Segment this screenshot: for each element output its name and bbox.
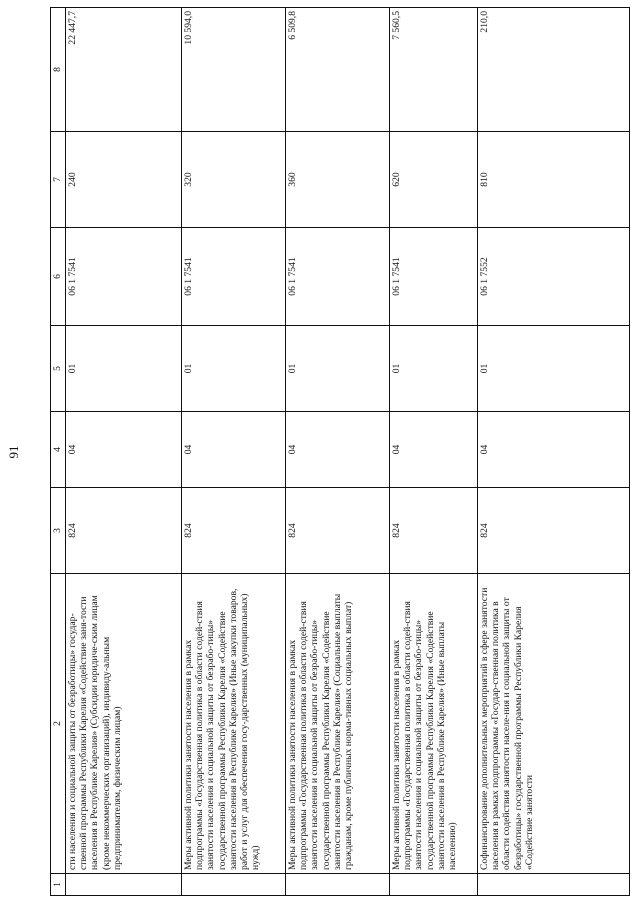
- target-article-cell: 06 1 7541: [286, 228, 390, 326]
- row-index-cell: [390, 874, 478, 896]
- section-code-cell: 04: [286, 412, 390, 488]
- column-header: 6: [51, 228, 66, 326]
- target-article-cell: 06 1 7541: [66, 228, 182, 326]
- row-index-cell: [286, 874, 390, 896]
- amount-cell: 6 509,8: [286, 8, 390, 132]
- ministry-code-cell: 824: [182, 488, 286, 574]
- subsection-code-cell: 01: [390, 326, 478, 412]
- section-code-cell: 04: [390, 412, 478, 488]
- subsection-code-cell: 01: [182, 326, 286, 412]
- description-cell: Меры активной политики занятости населения в рамках подпрограммы «Государственная политика в области содей-ствия занятости населения и социальной защиты от безрабо-тицы» государственной программы Республики Карелия «Содействие занятости населения в Республике Карелия» (Иные закупки товаров, работ и услуг для обеспечения госу-дарственных (муниципальных) нужд): [182, 574, 286, 874]
- table-row: [478, 8, 630, 896]
- section-code-cell: 04: [182, 412, 286, 488]
- column-number-row: [51, 8, 66, 896]
- target-article-cell: 06 1 7541: [182, 228, 286, 326]
- subsection-code-cell: 01: [478, 326, 630, 412]
- row-index-cell: [66, 874, 182, 896]
- table-row: [66, 8, 182, 896]
- page-number: 91: [6, 445, 21, 459]
- table-row: [182, 8, 286, 896]
- amount-cell: 7 560,5: [390, 8, 478, 132]
- description-cell: Меры активной политики занятости населения в рамках подпрограммы «Государственная политика в области содей-ствия занятости населения и социальной защиты от безрабо-тицы» государственной программы Республики Карелия «Содействие занятости населения в Республике Карелия» (Иные выплаты населению): [390, 574, 478, 874]
- table-row: [286, 8, 390, 896]
- subsection-code-cell: 01: [286, 326, 390, 412]
- expense-type-cell: 320: [182, 132, 286, 228]
- expense-type-cell: 620: [390, 132, 478, 228]
- expense-type-cell: 360: [286, 132, 390, 228]
- description-cell: Меры активной политики занятости населения в рамках подпрограммы «Государственная политика в области содей-ствия занятости населения и социальной защиты от безрабо-тицы» государственной программы Республики Карелия «Содействие занятости населения в Республике Карелия» (Социальные выплаты гражданам, кроме публичных норма-тивных социальных выплат): [286, 574, 390, 874]
- column-header: 7: [51, 132, 66, 228]
- column-header: 1: [51, 874, 66, 896]
- column-header: 5: [51, 326, 66, 412]
- target-article-cell: 06 1 7552: [478, 228, 630, 326]
- expense-type-cell: 810: [478, 132, 630, 228]
- rotated-table-frame: [50, 8, 630, 896]
- description-cell: сти населения и социальной защиты от безработицы» государ-ственной программы Республики Карелия «Содействие заня-тости населения в Республике Карелия» (Субсидии юридиче-ским лицам (кроме некоммерческих организаций), индивиду-альным предпринимателям, физическим лицам): [66, 574, 182, 874]
- section-code-cell: 04: [478, 412, 630, 488]
- ministry-code-cell: 824: [390, 488, 478, 574]
- column-header: 8: [51, 8, 66, 132]
- amount-cell: 210,0: [478, 8, 630, 132]
- ministry-code-cell: 824: [478, 488, 630, 574]
- column-header: 4: [51, 412, 66, 488]
- row-index-cell: [182, 874, 286, 896]
- description-cell: Софинансирование дополнительных мероприятий в сфере занятости населения в рамках подпрограммы «Государ-ственная политика в области содействия занятости населе-ния и социальной защиты от безработицы» государственной программы Республики Карелия «Содействие занятости: [478, 574, 630, 874]
- budget-table: [50, 7, 630, 896]
- table-row: [390, 8, 478, 896]
- subsection-code-cell: 01: [66, 326, 182, 412]
- row-index-cell: [478, 874, 630, 896]
- amount-cell: 10 594,0: [182, 8, 286, 132]
- ministry-code-cell: 824: [66, 488, 182, 574]
- rotated-table-inner: [50, 8, 630, 896]
- target-article-cell: 06 1 7541: [390, 228, 478, 326]
- ministry-code-cell: 824: [286, 488, 390, 574]
- expense-type-cell: 240: [66, 132, 182, 228]
- column-header: 2: [51, 574, 66, 874]
- column-header: 3: [51, 488, 66, 574]
- amount-cell: 22 447,7: [66, 8, 182, 132]
- section-code-cell: 04: [66, 412, 182, 488]
